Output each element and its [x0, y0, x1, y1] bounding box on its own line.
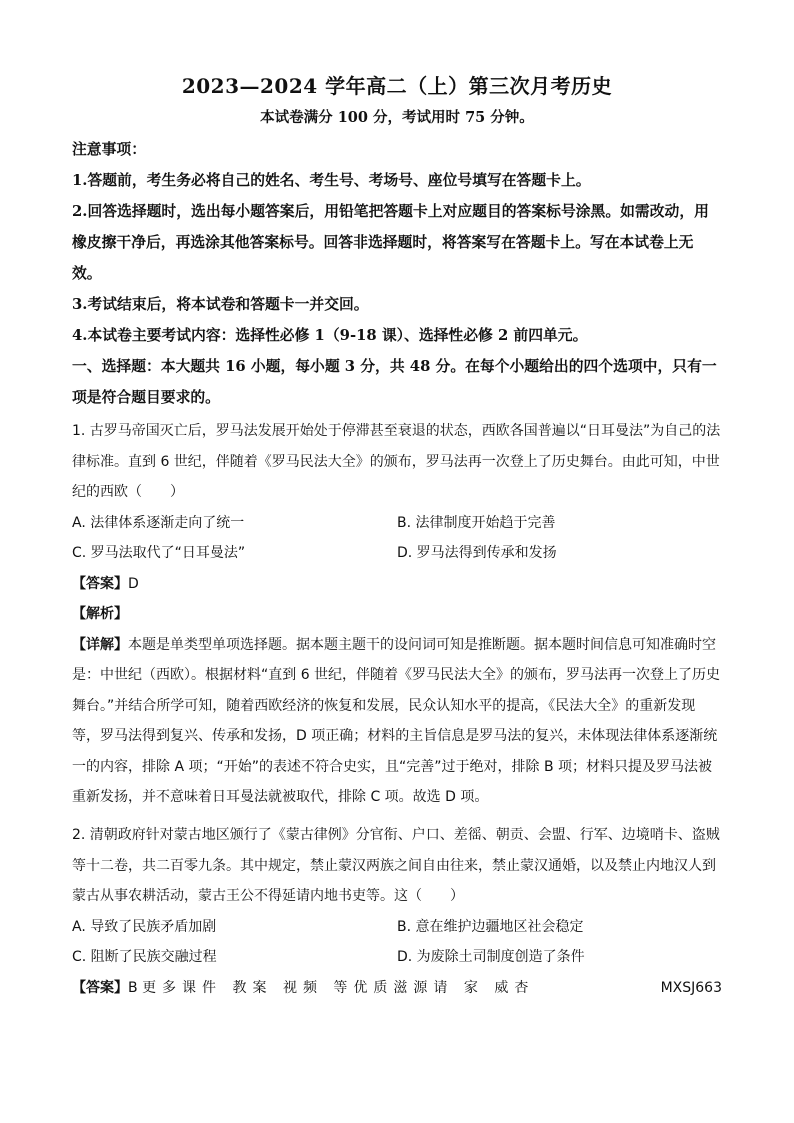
question-1	[72, 416, 722, 813]
option-c: C. 阻断了民族交融过程	[72, 949, 217, 965]
answer-value: B	[128, 979, 138, 996]
detail-paragraph	[72, 630, 722, 813]
option-b: B. 意在维护边疆地区社会稳定	[397, 918, 584, 935]
option-a: A. 导致了民族矛盾加剧	[72, 918, 217, 935]
page-subtitle: 本试卷满分 100 分，考试用时 75 分钟。	[260, 109, 534, 126]
options	[72, 508, 722, 569]
analysis-line	[72, 599, 722, 630]
answer-footer-line	[72, 973, 722, 1004]
notice-item-2: 2.回答选择题时，选出每小题答案后，用铅笔把答题卡上对应题目的答案标号涂黑。如需改动，用橡皮擦干净后，再选涂其他答案标号。回答非选择题时，将答案写在答题卡上。写在本试卷上无效。	[72, 203, 709, 282]
page-title: 2023—2024 学年高二（上）第三次月考历史	[181, 74, 613, 98]
question-stem: 1. 古罗马帝国灭亡后，罗马法发展开始处于停滞甚至衰退的状态，西欧各国普遍以“日耳曼法”为自己的法律标准。直到 6 世纪，伴随着《罗马民法大全》的颁布，罗马法再一次登上了历史舞台。由此可知，中世纪的西欧（ ）	[72, 423, 721, 500]
detail-text: 本题是单类型单项选择题。据本题主题干的设问词可知是推断题。据本题时间信息可知准确时空是：中世纪（西欧）。根据材料“直到 6 世纪，伴随着《罗马民法大全》的颁布，罗马法再一次登上了历史舞台。”并结合所学可知，随着西欧经济的恢复和发展，民众认知水平的提高，《民法大全》的重新发现等，罗马法得到复兴、传承和发扬，D 项正确；材料的主旨信息是罗马法的复兴，未体现法律体系逐渐统一的内容，排除 A 项；“开始”的表述不符合史实，且“完善”过于绝对，排除 B 项；材料只提及罗马法被重新发扬，并不意味着日耳曼法就被取代，排除 C 项。故选 D 项。	[72, 636, 721, 805]
notice-item-3: 3.考试结束后，将本试卷和答题卡一并交回。	[72, 296, 369, 313]
question-2	[72, 820, 722, 1003]
notice-heading: 注意事项：	[72, 141, 146, 158]
answer-line	[72, 569, 722, 600]
question-stem: 2. 清朝政府针对蒙古地区颁行了《蒙古律例》分官衔、户口、差徭、朝贡、会盟、行军、边境哨卡、盗贼等十二卷，共二百零九条。其中规定，禁止蒙汉两族之间自由往来，禁止蒙汉通婚，以及禁止内地汉人到蒙古从事农耕活动，蒙古王公不得延请内地书吏等。这（ ）	[72, 827, 720, 904]
section-heading: 一、选择题：本大题共 16 小题，每小题 3 分，共 48 分。在每个小题给出的四个选项中，只有一项是符合题目要求的。	[72, 358, 717, 406]
options	[72, 912, 722, 973]
answer-value: D	[128, 575, 139, 592]
footer-code: MXSJ663	[660, 979, 722, 996]
notice-item-1: 1.答题前，考生务必将自己的姓名、考生号、考场号、座位号填写在答题卡上。	[72, 172, 591, 189]
answer-label: 【答案】	[72, 575, 128, 592]
option-c: C. 罗马法取代了“日耳曼法”	[72, 545, 246, 561]
footer-ad-text: 更多课件 教案 视频 等优质滋源请 家 威杏	[142, 979, 535, 996]
option-d: D. 罗马法得到传承和发扬	[397, 545, 557, 561]
answer-label: 【答案】	[72, 979, 128, 996]
option-b: B. 法律制度开始趋于完善	[397, 514, 556, 531]
notice-section	[72, 134, 722, 413]
notice-item-4: 4.本试卷主要考试内容：选择性必修 1（9-18 课）、选择性必修 2 前四单元。	[72, 327, 588, 344]
option-a: A. 法律体系逐渐走向了统一	[72, 514, 245, 531]
option-d: D. 为废除土司制度创造了条件	[397, 949, 585, 965]
analysis-label: 【解析】	[72, 606, 128, 622]
detail-label: 【详解】	[72, 636, 128, 653]
